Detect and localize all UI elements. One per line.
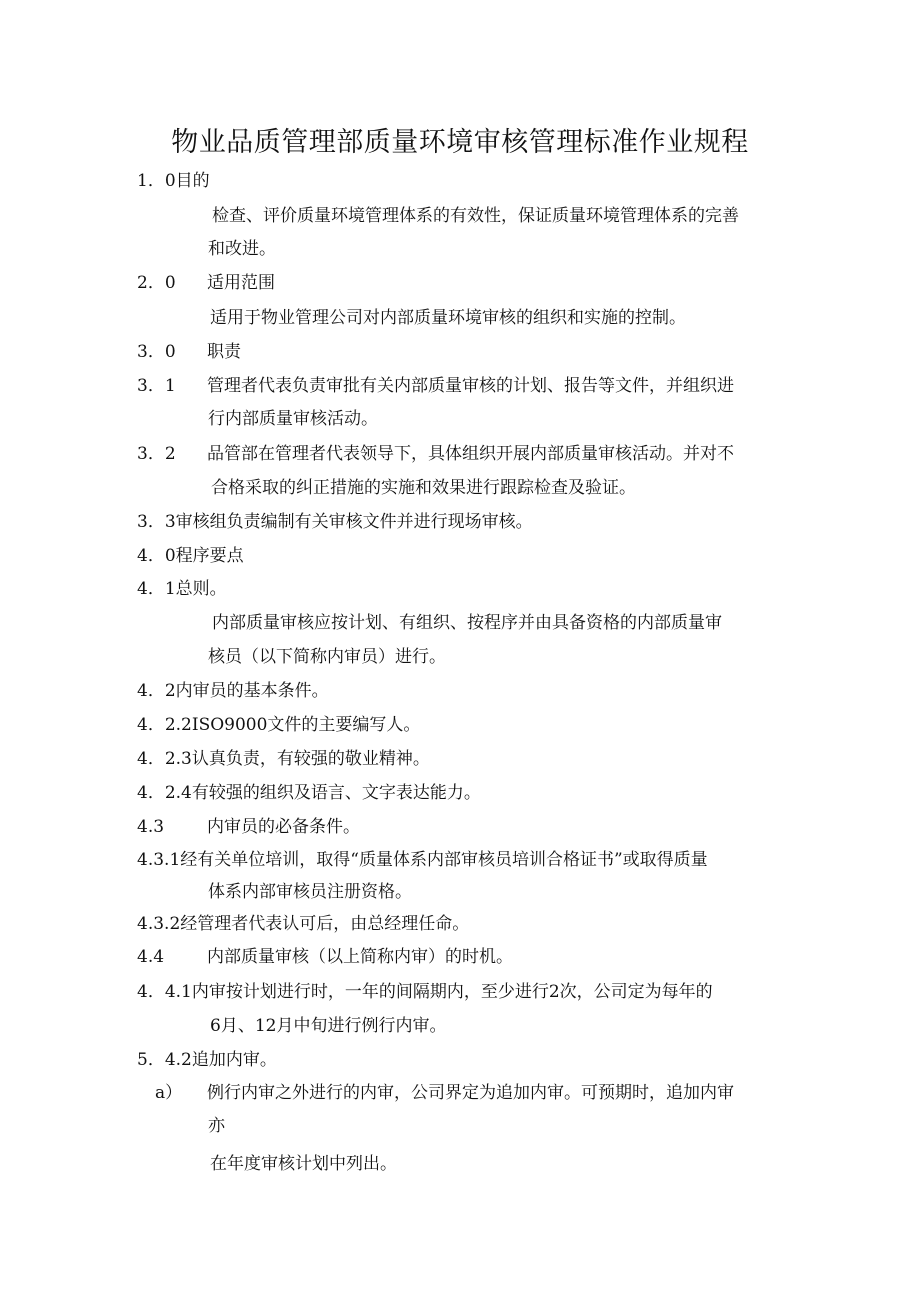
section-number: 3．0 [137, 342, 176, 362]
paragraph-line: 3．3审核组负责编制有关审核文件并进行现场审核。 [137, 512, 533, 532]
section-number: 3．2 [137, 444, 176, 464]
section-number: 4.4 [137, 947, 165, 967]
paragraph-line: 和改进。 [208, 239, 276, 259]
section-heading: 4．1总则。 [137, 579, 227, 599]
list-item: 4．2.3认真负责，有较强的敬业精神。 [137, 749, 430, 769]
section-heading: 适用范围 [207, 273, 275, 293]
section-heading: 内部质量审核（以上简称内审）的时机。 [207, 947, 513, 967]
paragraph-line: 体系内部审核员注册资格。 [208, 882, 412, 902]
section-heading: 职责 [207, 342, 241, 362]
section-heading: 1．0目的 [137, 171, 210, 191]
document-title: 物业品质管理部质量环境审核管理标准作业规程 [171, 127, 749, 158]
paragraph-line: 内部质量审核应按计划、有组织、按程序并由具备资格的内部质量审 [212, 613, 722, 633]
section-heading: 4．0程序要点 [137, 546, 244, 566]
list-item: 4.3.2经管理者代表认可后，由总经理任命。 [137, 914, 470, 934]
section-heading: 5．4.2追加内审。 [137, 1050, 277, 1070]
section-number: 2．0 [137, 273, 176, 293]
paragraph-line: 6月、12月中旬进行例行内审。 [210, 1016, 447, 1036]
section-heading: 4．2内审员的基本条件。 [137, 681, 329, 701]
list-item: 4．2.4有较强的组织及语言、文字表达能力。 [137, 783, 481, 803]
paragraph-line: 品管部在管理者代表领导下，具体组织开展内部质量审核活动。并对不 [207, 444, 734, 464]
paragraph-line: 亦 [208, 1116, 225, 1136]
list-item: 4．4.1内审按计划进行时，一年的间隔期内，至少进行2次，公司定为每年的 [137, 982, 713, 1002]
paragraph-line: 检查、评价质量环境管理体系的有效性，保证质量环境管理体系的完善 [212, 206, 739, 226]
section-heading: 内审员的必备条件。 [207, 817, 360, 837]
paragraph-line: 在年度审核计划中列出。 [210, 1154, 397, 1174]
list-item: 4.3.1经有关单位培训，取得“质量体系内部审核员培训合格证书”或取得质量 [137, 850, 708, 870]
paragraph-line: 合格采取的纠正措施的实施和效果进行跟踪检查及验证。 [211, 478, 636, 498]
paragraph-line: 例行内审之外进行的内审，公司界定为追加内审。可预期时，追加内审 [207, 1083, 734, 1103]
section-number: 3．1 [137, 376, 176, 396]
paragraph-line: 行内部质量审核活动。 [208, 409, 378, 429]
section-number: 4.3 [137, 817, 165, 837]
paragraph-line: 核员（以下简称内审员）进行。 [208, 647, 446, 667]
paragraph-line: 适用于物业管理公司对内部质量环境审核的组织和实施的控制。 [210, 308, 686, 328]
paragraph-line: 管理者代表负责审批有关内部质量审核的计划、报告等文件，并组织进 [207, 376, 734, 396]
list-marker: a） [155, 1083, 183, 1103]
list-item: 4．2.2ISO9000文件的主要编写人。 [137, 715, 421, 735]
